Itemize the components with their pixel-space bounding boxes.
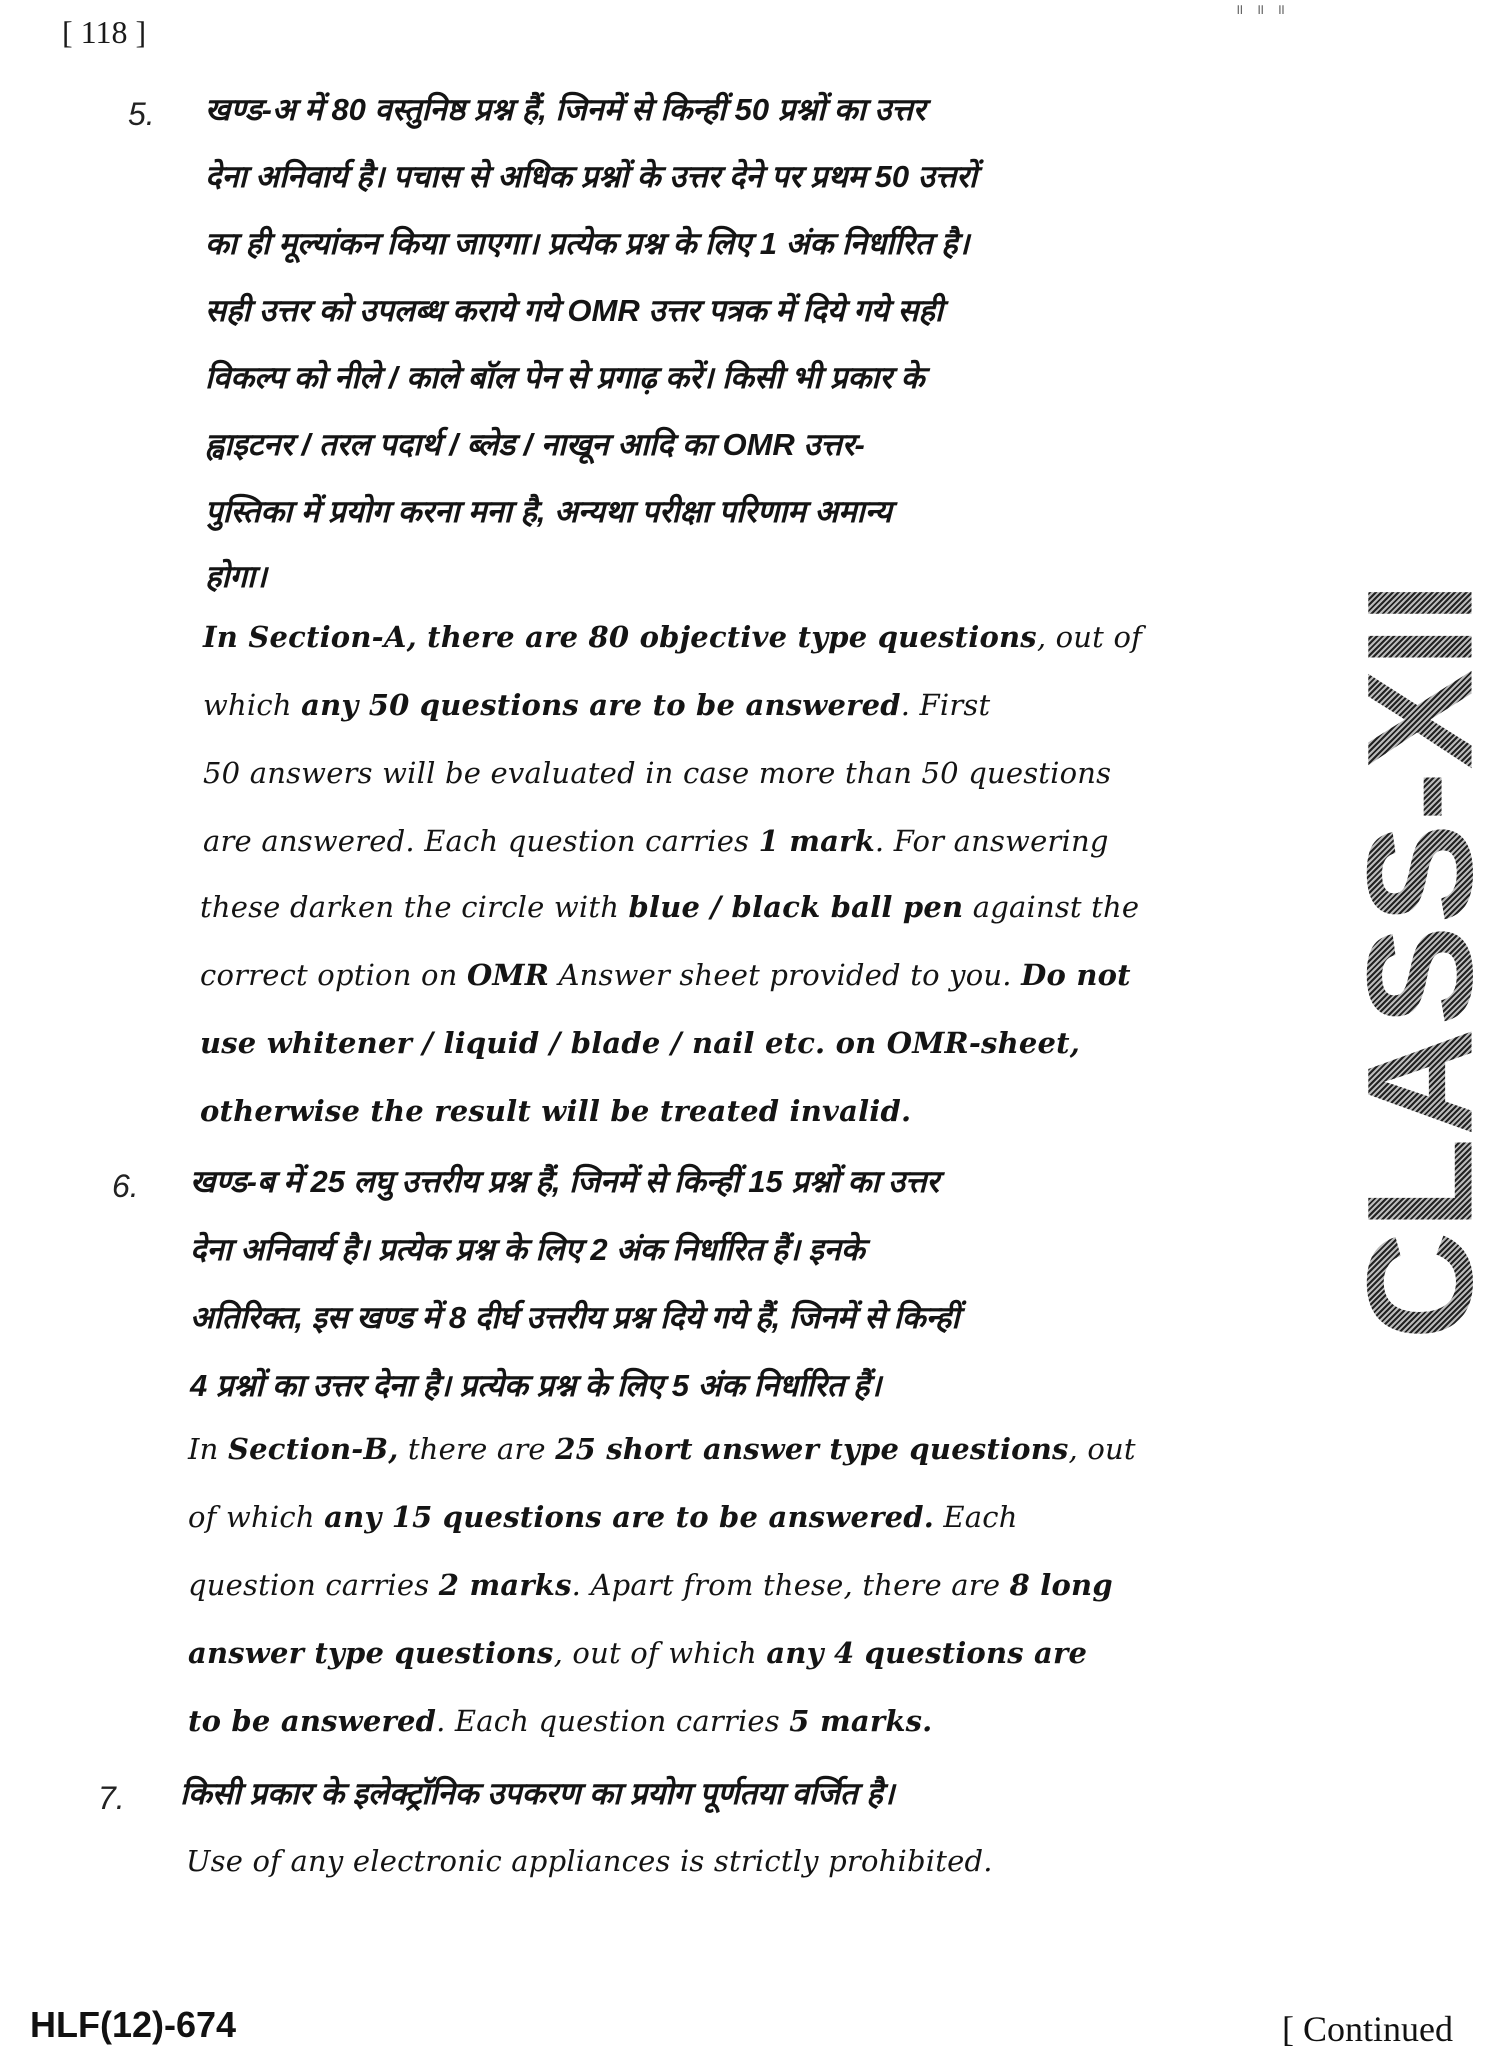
bold-text-segment: 8 long: [1010, 1568, 1113, 1602]
english-line: [188, 1636, 1087, 1670]
bold-text-segment: 1 mark: [759, 824, 875, 858]
class-xii-label: CLASS-XII: [1334, 580, 1505, 1340]
text-segment: . Apart from these, there are: [572, 1568, 1010, 1602]
text-segment: , out of: [1037, 620, 1142, 654]
instruction-number: 6.: [112, 1168, 139, 1205]
text-segment: 50 answers will be evaluated in case more than 50 questions: [203, 756, 1111, 790]
english-line: [188, 1704, 932, 1738]
text-segment: are answered. Each question carries: [203, 824, 759, 858]
class-xii-side-banner: [1355, 380, 1485, 1540]
text-segment: , out of which: [554, 1636, 767, 1670]
bold-text-segment: Section-B,: [228, 1432, 399, 1466]
text-segment: these darken the circle with: [200, 890, 629, 924]
bold-text-segment: 2 marks: [439, 1568, 572, 1602]
text-segment: . For answering: [875, 824, 1109, 858]
text-segment: correct option on: [200, 958, 467, 992]
text-segment: Answer sheet provided to you.: [549, 958, 1021, 992]
text-segment: . Each question carries: [436, 1704, 789, 1738]
hindi-line: सही उत्तर को उपलब्ध कराये गये OMR उत्तर पत्रक में दिये गये सही: [205, 289, 943, 331]
english-line: [188, 1500, 1018, 1534]
text-segment: In: [188, 1432, 228, 1466]
text-segment: , out: [1069, 1432, 1136, 1466]
bold-text-segment: 25 short answer type questions: [555, 1432, 1068, 1466]
text-segment: which: [203, 688, 301, 722]
hindi-line: होगा।: [205, 555, 267, 597]
bold-text-segment: blue / black ball pen: [629, 890, 964, 924]
hindi-line: किसी प्रकार के इलेक्ट्रॉनिक उपकरण का प्रयोग पूर्णतया वर्जित है।: [180, 1772, 894, 1814]
english-line: [188, 1568, 1113, 1602]
english-line: [203, 688, 990, 722]
text-segment: there are: [399, 1432, 556, 1466]
hindi-line: देना अनिवार्य है। पचास से अधिक प्रश्नों के उत्तर देने पर प्रथम 50 उत्तरों: [205, 155, 977, 197]
english-line: [200, 890, 1139, 924]
hindi-line: अतिरिक्त, इस खण्ड में 8 दीर्घ उत्तरीय प्रश्न दिये गये हैं, जिनमें से किन्हीं: [190, 1296, 959, 1338]
bold-text-segment: use whitener / liquid / blade / nail etc. on OMR-sheet,: [200, 1026, 1080, 1060]
instruction-number: 5.: [128, 96, 155, 133]
hindi-line: 4 प्रश्नों का उत्तर देना है। प्रत्येक प्रश्न के लिए 5 अंक निर्धारित हैं।: [190, 1364, 881, 1406]
english-line: [186, 1844, 993, 1878]
english-line: [200, 958, 1131, 992]
english-line: [200, 1026, 1080, 1060]
english-line: [203, 620, 1142, 654]
bold-text-segment: otherwise the result will be treated invalid.: [200, 1094, 911, 1128]
english-line: [203, 824, 1109, 858]
continued-marker: [ Continued: [1282, 2008, 1453, 2050]
english-line: [188, 1432, 1136, 1466]
hindi-line: देना अनिवार्य है। प्रत्येक प्रश्न के लिए 2 अंक निर्धारित हैं। इनके: [190, 1228, 865, 1270]
english-line: [200, 1094, 911, 1128]
bold-text-segment: answer type questions: [188, 1636, 554, 1670]
english-line: [203, 756, 1111, 790]
text-segment: Each: [934, 1500, 1018, 1534]
text-segment: question carries: [188, 1568, 439, 1602]
bold-text-segment: to be answered: [188, 1704, 436, 1738]
hindi-line: खण्ड-अ में 80 वस्तुनिष्ठ प्रश्न हैं, जिनमें से किन्हीं 50 प्रश्नों का उत्तर: [205, 88, 925, 130]
hindi-line: का ही मूल्यांकन किया जाएगा। प्रत्येक प्रश्न के लिए 1 अंक निर्धारित है।: [205, 222, 969, 264]
corner-stamp-mark: ॥ ॥ ॥: [1235, 0, 1385, 16]
instruction-number: 7.: [98, 1780, 125, 1817]
bold-text-segment: OMR: [467, 958, 549, 992]
page-number: [ 118 ]: [62, 14, 146, 51]
paper-code: HLF(12)-674: [30, 2004, 236, 2046]
text-segment: of which: [188, 1500, 324, 1534]
bold-text-segment: any 4 questions are: [766, 1636, 1087, 1670]
hindi-line: ह्वाइटनर / तरल पदार्थ / ब्लेड / नाखून आदि का OMR उत्तर-: [205, 423, 865, 465]
text-segment: Use of any electronic appliances is strictly prohibited.: [186, 1844, 993, 1878]
hindi-line: पुस्तिका में प्रयोग करना मना है, अन्यथा परीक्षा परिणाम अमान्य: [205, 490, 892, 532]
text-segment: against the: [963, 890, 1139, 924]
bold-text-segment: Do not: [1021, 958, 1131, 992]
bold-text-segment: 5 marks.: [789, 1704, 932, 1738]
hindi-line: विकल्प को नीले / काले बॉल पेन से प्रगाढ़ करें। किसी भी प्रकार के: [205, 356, 924, 398]
bold-text-segment: any 50 questions are to be answered: [301, 688, 901, 722]
bold-text-segment: any 15 questions are to be answered.: [324, 1500, 934, 1534]
text-segment: . First: [901, 688, 991, 722]
bold-text-segment: In Section-A, there are 80 objective type questions: [203, 620, 1037, 654]
hindi-line: खण्ड-ब में 25 लघु उत्तरीय प्रश्न हैं, जिनमें से किन्हीं 15 प्रश्नों का उत्तर: [190, 1160, 939, 1202]
